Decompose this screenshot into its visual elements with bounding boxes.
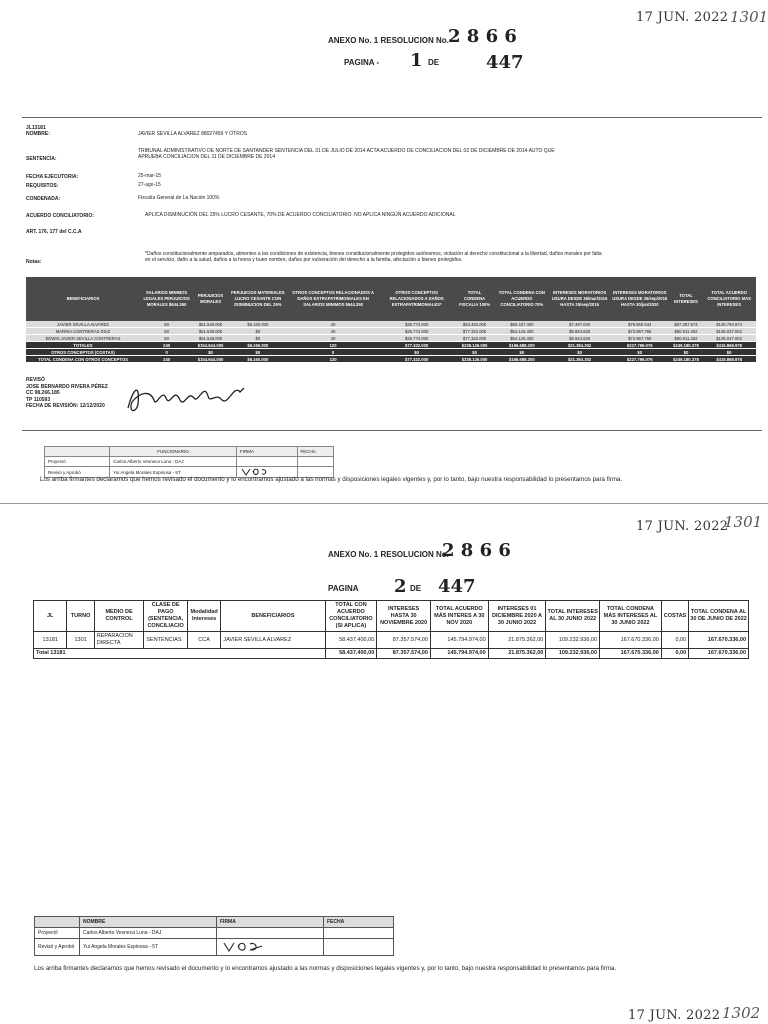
field-value: 27-ago-15 [138, 182, 161, 188]
column-header: INTERESES HASTA 30 NOVIEMBRE 2020 [377, 601, 431, 632]
column-header: CLASE DE PAGO (SENTENCIA, CONCILIACIO [144, 601, 188, 632]
cell: $415.868.978 [702, 356, 756, 363]
date-stamp: 17 JUN. 2022 [628, 1008, 721, 1023]
cell [217, 939, 324, 956]
cell: 80 [140, 335, 193, 342]
cell: SENTENCIAS [144, 632, 188, 649]
cell: 1301 [67, 632, 94, 649]
cell: JAVIER SEVILLA ALVAREZ [221, 632, 325, 649]
column-header: TOTAL CONDENA MÁS INTERESES AL 30 JUNIO 2022 [600, 601, 662, 632]
column-header: COSTAS [661, 601, 688, 632]
cell: 80 [140, 328, 193, 335]
anexo-title: ANEXO No. 1 RESOLUCION No. [328, 36, 449, 45]
cell: 87.357.574,00 [377, 649, 431, 659]
reviewer-name: JOSE BERNARDO RIVERA PÉREZ [26, 383, 108, 390]
column-header: OTROS CONCEPTOS RELACIONADOS A DAÑOS EXTRAPATRIMONIALES EN SALARIOS MINIMOS $644.350 [288, 277, 379, 321]
cell: $80.911.402 [670, 328, 703, 335]
column-header: FIRMA [217, 917, 324, 928]
totals-row [26, 349, 756, 356]
column-header: MEDIO DE CONTROL [94, 601, 144, 632]
cell: $0 [193, 349, 228, 356]
field-label: SENTENCIA: [26, 156, 57, 162]
folio-number: 1301 [724, 513, 763, 531]
cell: $83.482.000 [455, 321, 494, 328]
cell [324, 928, 394, 939]
cell [324, 939, 394, 956]
anexo-title: ANEXO No. 1 RESOLUCION No. [328, 550, 449, 559]
cell: Total 13181 [34, 649, 326, 659]
cell: 40 [288, 335, 379, 342]
cell: CCA [187, 632, 220, 649]
cell: $166.688.200 [494, 342, 549, 349]
field-label: Notas: [26, 259, 42, 265]
cell [35, 917, 80, 928]
footer-note: Los arriba firmantes declaramos que hemos revisado el documento y lo encontramos ajustado a las normas y disposiciones legales vigentes y, por lo tanto, bajo nuestra responsabilidad lo presentamos para firma. [40, 476, 623, 483]
cell: JAVIER SEVILLA ALVAREZ [26, 321, 140, 328]
cell: 167.670.336,00 [600, 632, 662, 649]
cell: $0 [228, 349, 288, 356]
column-header: FECHA [324, 917, 394, 928]
cell: $0 [378, 349, 455, 356]
beneficiaries-table [26, 277, 756, 363]
cell: $0 [549, 349, 609, 356]
cell: $0 [702, 349, 756, 356]
cell: $21.384.302 [549, 342, 609, 349]
initials-signature [220, 940, 264, 952]
column-header: NOMBRE [80, 917, 217, 928]
field-value: JAVIER SEVILLA ALVAREZ 88027459 Y OTROS [138, 131, 248, 137]
column-header: TOTAL ACUERDO MÁS INTERES A 30 NOV 2020 [430, 601, 488, 632]
cell: 109.232.936,00 [546, 649, 600, 659]
review-line: REVISÓ [26, 377, 45, 383]
column-header: TOTAL CONDENA CON ACUERDO CONCILIATORIO 70% [494, 277, 549, 321]
cell: $0 [228, 328, 288, 335]
field-label: NOMBRE: [26, 131, 50, 137]
field-value: *Daños constitucionalmente amparados, atinentes a las condiciones de existencia, bienes constitucionalmente protegidos autónomos, violación al derecho constitucional a la libertad, daños morales por falta en el servicio, daño a la salud, daños a la honra y buen nombre, daños por vulneración del derecho a la familia, afectación a bienes protegidos. [145, 251, 602, 263]
cell: $249.180.378 [670, 356, 703, 363]
column-header: INTERESES MORATORIOS USURA DESDE 26/mar/2015 HASTA 25/sep/2015 [549, 277, 609, 321]
cell: $87.357.574 [670, 321, 703, 328]
cell: $6.943.636 [549, 328, 609, 335]
field-label: JL13181 [26, 125, 46, 131]
column-header: PERJUICIOS MATERIALES LUCRO CESANTE CON DISMINUCION DEL 25% [228, 277, 288, 321]
cell: $0 [610, 349, 670, 356]
cell: $135.037.002 [702, 328, 756, 335]
cell: Revisó y Aprobó [35, 939, 80, 956]
table-header-row [34, 601, 749, 632]
cell: $77.322.000 [378, 342, 455, 349]
cell: $238.126.000 [455, 342, 494, 349]
cell: $238.126.000 [455, 356, 494, 363]
cell: EDWIN JAVIER SEVILLA CONTRERAS [26, 335, 140, 342]
cell: $227.796.076 [610, 356, 670, 363]
cell: $77.322.000 [455, 328, 494, 335]
cell: MARINA CONTRERAS DIAZ [26, 328, 140, 335]
cell: 167.670.336,00 [689, 632, 749, 649]
column-header: TOTAL CONDENA FISCALIA 100% [455, 277, 494, 321]
cell: $154.644.000 [193, 356, 228, 363]
table-row [45, 457, 334, 467]
totals-row [34, 649, 749, 659]
handwritten-signature [124, 378, 254, 418]
footer-note: Los arriba firmantes declaramos que hemos revisado el documento y lo encontramos ajustado a las normas y disposiciones legales vigentes y, por lo tanto, bajo nuestra responsabilidad lo presentamos para firma. [34, 965, 617, 972]
table-row [26, 328, 756, 335]
cell: Revisó y Aprobó [45, 467, 110, 478]
cell: 58.437.400,00 [325, 649, 377, 659]
cell: Proyectó [35, 928, 80, 939]
resolucion-number: 2 8 6 6 [442, 540, 511, 561]
cell: $145.794.974 [702, 321, 756, 328]
cell: REPARACION DIRECTA [94, 632, 144, 649]
pagina-label: PAGINA - [344, 58, 380, 67]
field-value: 25-mar-15 [138, 173, 162, 179]
column-header: TURNO [67, 601, 94, 632]
de-label: DE [428, 58, 440, 67]
cell [297, 457, 333, 467]
column-header: TOTAL INTERESES [670, 277, 703, 321]
cell: TOTAL CONDENA CON OTROS CONCEPTOS [26, 356, 140, 363]
cell: $227.796.076 [610, 342, 670, 349]
cell: $77.322.000 [455, 335, 494, 342]
cell: $77.322.000 [378, 356, 455, 363]
column-header: OTROS CONCEPTOS RELACIONADOS A DAÑOS EXTRAPATRIMONIALES* [378, 277, 455, 321]
column-header: BENEFICIARIOS [221, 601, 325, 632]
column-header: INTERESES MORATORIOS USURA DESDE 26/sep/2015 HASTA 30/jun/2020 [610, 277, 670, 321]
cell: 40 [288, 321, 379, 328]
initials-signature [240, 467, 270, 476]
cell: 21.875.362,00 [488, 649, 546, 659]
column-header: TOTAL CON ACUERDO CONCILIATORIO (SI APLICA) [325, 601, 377, 632]
column-header: FIRMA [237, 447, 298, 457]
date-stamp: 17 JUN. 2022 [636, 519, 729, 534]
cell: 87.357.574,00 [377, 632, 431, 649]
cell: $415.868.978 [702, 342, 756, 349]
column-header: FECHA [297, 447, 333, 457]
folio-number: 1301 [730, 8, 768, 26]
field-label: ACUERDO CONCILIATORIO: [26, 213, 94, 219]
de-label: DE [410, 584, 422, 593]
cell: 240 [140, 342, 193, 349]
cell: $73.967.766 [610, 335, 670, 342]
totals-row [26, 356, 756, 363]
cell: 21.875.362,00 [488, 632, 546, 649]
totals-row [26, 342, 756, 349]
cell: Yui Angela Morales Espinosa - 5T [80, 939, 217, 956]
cell [45, 447, 110, 457]
cell: $166.688.200 [494, 356, 549, 363]
table-header-row [45, 447, 334, 457]
cell: $51.548.000 [193, 335, 228, 342]
cell: TOTALES [26, 342, 140, 349]
review-date: FECHA DE REVISIÓN: 12/12/2020 [26, 403, 105, 409]
column-header: JL [34, 601, 67, 632]
page-divider [0, 503, 768, 504]
field-value: TRIBUNAL ADMINISTRATIVO DE NORTE DE SANTANDER SENTENCIA DEL 31 DE JULIO DE 2014 ACTA ACUERDO DE CONCILIACION DEL 02 DE DICIEMBRE DE 2014 AUTO QUE APRUEBA CONCILIACION DEL 11 DE DICIEMBRE DE 2014 [138, 148, 555, 160]
column-header: INTERESES 01 DICIEMBRE 2020 A 30 JUNIO 2022 [488, 601, 546, 632]
cell: $80.911.402 [670, 335, 703, 342]
cell: $0 [670, 349, 703, 356]
cell: 109.232.936,00 [546, 632, 600, 649]
cell: 0 [140, 349, 193, 356]
cell: $6.943.636 [549, 335, 609, 342]
cell: Proyectó [45, 457, 110, 467]
pagina-label: PAGINA [328, 584, 359, 593]
column-header: PERJUICIOS MORALES [193, 277, 228, 321]
cell: $7.497.030 [549, 321, 609, 328]
cell: OTROS CONCEPTOS (COSTAS) [26, 349, 140, 356]
table-header-row [35, 917, 394, 928]
column-header: SALARIOS MINIMOS LEGALES PERJUICIOS MORALES $644.350 [140, 277, 193, 321]
column-header: FUNCIONARIO [110, 447, 237, 457]
cell: 145.794.974,00 [430, 649, 488, 659]
cell: 120 [288, 342, 379, 349]
column-header: TOTAL CONDENA AL 30 DE JUNIO DE 2022 [689, 601, 749, 632]
cell [237, 457, 298, 467]
cell: Carlos Alberto Vesneca Luna - DAJ [110, 457, 237, 467]
table-row [35, 939, 394, 956]
cell: $51.548.000 [193, 321, 228, 328]
review-block [26, 377, 108, 410]
cell: 167.670.336,00 [600, 649, 662, 659]
field-label: FECHA EJECUTORIA: [26, 174, 79, 180]
cell: 145.794.974,00 [430, 632, 488, 649]
cell: $25.774.000 [378, 321, 455, 328]
cell [217, 928, 324, 939]
cell: $58.437.400 [494, 321, 549, 328]
field-label: REQUISITOS: [26, 183, 59, 189]
cell: $0 [455, 349, 494, 356]
cell: $0 [228, 335, 288, 342]
cell: 120 [288, 356, 379, 363]
cell: 80 [140, 321, 193, 328]
field-label: CONDENADA: [26, 196, 61, 202]
table-header-row [26, 277, 756, 321]
cell: $6.160.000 [228, 342, 288, 349]
cell: $54.125.400 [494, 335, 549, 342]
cell: $0 [494, 349, 549, 356]
cell: $73.967.766 [610, 328, 670, 335]
summary-table [33, 600, 749, 659]
column-header: BENEFICIARIOS [26, 277, 140, 321]
cell: 0 [288, 349, 379, 356]
cell: 0,00 [661, 632, 688, 649]
cell: $21.384.302 [549, 356, 609, 363]
cell: $135.037.002 [702, 335, 756, 342]
cell: Yui Angela Morales Espinosa - 5T [110, 467, 237, 478]
cell: $54.125.400 [494, 328, 549, 335]
date-stamp: 17 JUN. 2022 [636, 10, 729, 25]
reviewer-id: CC 98.266.185 [26, 390, 60, 396]
column-header: TOTAL ACUERDO CONCILIATORIO MAS INTERESES [702, 277, 756, 321]
reviewer-tp: TP 110593 [26, 396, 51, 403]
column-header: Modalidad Intereses [187, 601, 220, 632]
cell: $6.160.000 [228, 321, 288, 328]
signer-table [44, 446, 334, 478]
cell: $79.860.544 [610, 321, 670, 328]
total-pages: 447 [438, 576, 476, 597]
table-row [26, 335, 756, 342]
table-row [35, 928, 394, 939]
field-value: APLICA DISMINUCIÓN DEL 25% LUCRO CESANTE, 70% DE ACUERDO CONCILIATORIO. NO APLICA NINGÚN ACUERDO ADICIONAL [145, 212, 456, 218]
resolucion-number: 2 8 6 6 [448, 26, 517, 47]
cell: $25.774.000 [378, 328, 455, 335]
cell: $249.180.378 [670, 342, 703, 349]
cell: Carlos Alberto Vesneca Luna - DAJ [80, 928, 217, 939]
table-row [34, 632, 749, 649]
field-value: Fiscalía General de La Nación 100% [138, 195, 220, 201]
pagina-number: 2 [394, 576, 407, 597]
column-header: TOTAL INTERESES AL 30 JUNIO 2022 [546, 601, 600, 632]
signer-table [34, 916, 394, 956]
cell: 58.437.400,00 [325, 632, 377, 649]
cell: 167.670.336,00 [689, 649, 749, 659]
cell: $154.644.000 [193, 342, 228, 349]
pagina-number: 1 [410, 50, 423, 71]
total-pages: 447 [486, 52, 524, 73]
cell: 240 [140, 356, 193, 363]
cell: 40 [288, 328, 379, 335]
cell: $25.774.000 [378, 335, 455, 342]
cell: 13181 [34, 632, 67, 649]
cell: $51.548.000 [193, 328, 228, 335]
cell: 0,00 [661, 649, 688, 659]
folio-number: 1302 [722, 1004, 761, 1022]
field-label: ART. 176, 177 del C.C.A [26, 229, 82, 235]
cell: $6.160.000 [228, 356, 288, 363]
